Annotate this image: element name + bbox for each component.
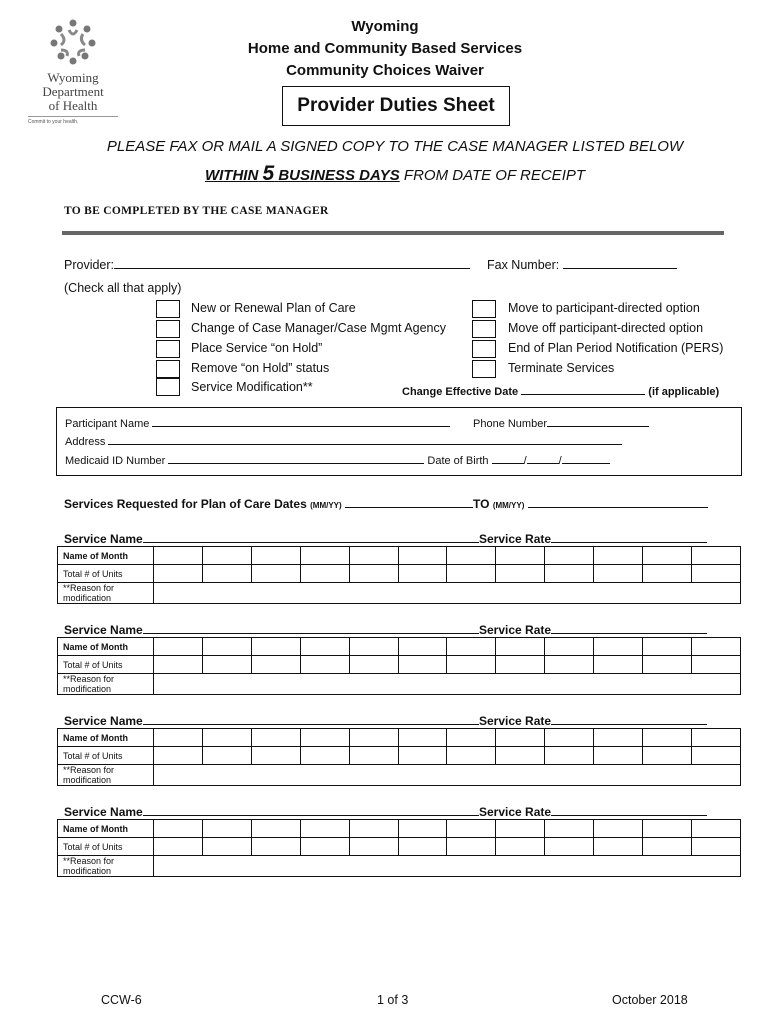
checkbox-move-to-participant-directed[interactable] xyxy=(472,300,496,318)
checkbox-service-modification[interactable] xyxy=(156,378,180,396)
row-label-month: Name of Month xyxy=(58,820,154,838)
month-cell[interactable] xyxy=(691,729,740,747)
units-cell[interactable] xyxy=(594,747,643,765)
option-remove-on-hold: Remove “on Hold” status xyxy=(191,361,330,375)
reason-cell[interactable] xyxy=(154,674,741,695)
month-cell[interactable] xyxy=(545,820,594,838)
service-rate-input-1[interactable] xyxy=(551,530,707,543)
address-input[interactable] xyxy=(108,434,622,445)
units-cell[interactable] xyxy=(202,747,251,765)
month-cell[interactable] xyxy=(643,729,692,747)
month-cell[interactable] xyxy=(398,729,447,747)
units-cell[interactable] xyxy=(300,656,349,674)
units-cell[interactable] xyxy=(496,838,545,856)
month-cell[interactable] xyxy=(202,547,251,565)
phone-row xyxy=(473,416,649,430)
units-cell[interactable] xyxy=(545,747,594,765)
service-table-2 xyxy=(57,637,741,695)
month-cell[interactable] xyxy=(202,820,251,838)
service-rate-input-4[interactable] xyxy=(551,803,707,816)
month-cell[interactable] xyxy=(300,820,349,838)
fax-row xyxy=(487,256,677,272)
form-id: CCW-6 xyxy=(101,993,142,1007)
medicaid-input[interactable] xyxy=(168,453,424,464)
phone-input[interactable] xyxy=(547,416,649,427)
service-name-row-3 xyxy=(64,712,479,728)
checkbox-new-renewal[interactable] xyxy=(156,300,180,318)
units-cell[interactable] xyxy=(643,747,692,765)
units-cell[interactable] xyxy=(691,747,740,765)
address-row xyxy=(65,434,622,448)
units-cell[interactable] xyxy=(496,565,545,583)
units-cell[interactable] xyxy=(251,656,300,674)
units-cell[interactable] xyxy=(545,838,594,856)
units-cell[interactable] xyxy=(496,656,545,674)
month-cell[interactable] xyxy=(496,547,545,565)
month-cell[interactable] xyxy=(154,638,203,656)
checkbox-move-off-participant-directed[interactable] xyxy=(472,320,496,338)
option-change-case-manager: Change of Case Manager/Case Mgmt Agency xyxy=(191,321,446,335)
notice-line-1: PLEASE FAX OR MAIL A SIGNED COPY TO THE CASE MANAGER LISTED BELOW xyxy=(106,138,684,155)
month-cell[interactable] xyxy=(643,547,692,565)
services-from-format: (MM/YY) xyxy=(310,501,342,510)
month-cell[interactable] xyxy=(202,638,251,656)
month-cell[interactable] xyxy=(154,820,203,838)
revision-date: October 2018 xyxy=(612,993,688,1007)
month-cell[interactable] xyxy=(594,638,643,656)
row-label-units: Total # of Units xyxy=(58,656,154,674)
units-cell[interactable] xyxy=(643,656,692,674)
service-name-label: Service Name xyxy=(64,714,143,728)
service-name-input-3[interactable] xyxy=(143,712,479,725)
service-rate-input-3[interactable] xyxy=(551,712,707,725)
plan-start-input[interactable] xyxy=(345,495,473,508)
units-cell[interactable] xyxy=(202,656,251,674)
services-to-format: (MM/YY) xyxy=(492,501,525,510)
service-rate-label: Service Rate xyxy=(479,532,552,546)
notice-within: WITHIN xyxy=(204,167,259,184)
service-rate-row-3 xyxy=(479,712,707,728)
month-cell[interactable] xyxy=(496,638,545,656)
divider xyxy=(62,231,724,235)
services-heading-row xyxy=(64,495,708,511)
change-effective-date-input[interactable] xyxy=(521,382,645,395)
address-label: Address xyxy=(65,436,106,448)
month-cell[interactable] xyxy=(594,729,643,747)
month-cell[interactable] xyxy=(300,638,349,656)
check-all-note: (Check all that apply) xyxy=(64,281,182,295)
units-cell[interactable] xyxy=(349,565,398,583)
units-cell[interactable] xyxy=(154,565,203,583)
option-move-to-participant-directed: Move to participant-directed option xyxy=(508,301,700,315)
case-manager-heading: TO BE COMPLETED BY THE CASE MANAGER xyxy=(64,205,329,217)
logo-line-3: of Health xyxy=(48,98,98,113)
month-cell[interactable] xyxy=(349,820,398,838)
month-cell[interactable] xyxy=(594,820,643,838)
units-cell[interactable] xyxy=(447,565,496,583)
units-cell[interactable] xyxy=(643,838,692,856)
units-cell[interactable] xyxy=(154,656,203,674)
units-cell[interactable] xyxy=(643,565,692,583)
provider-row xyxy=(64,256,470,272)
participant-name-label: Participant Name xyxy=(65,418,150,430)
dob-day-input[interactable] xyxy=(527,453,559,464)
units-cell[interactable] xyxy=(202,565,251,583)
change-effective-label: Change Effective Date xyxy=(402,386,519,398)
month-cell[interactable] xyxy=(202,729,251,747)
reason-cell[interactable] xyxy=(154,765,741,786)
row-label-units: Total # of Units xyxy=(58,565,154,583)
month-cell[interactable] xyxy=(349,547,398,565)
service-name-row-4 xyxy=(64,803,479,819)
checkbox-end-of-plan-period[interactable] xyxy=(472,340,496,358)
checkbox-terminate-services[interactable] xyxy=(472,360,496,378)
checkbox-change-case-manager[interactable] xyxy=(156,320,180,338)
checkbox-remove-on-hold[interactable] xyxy=(156,360,180,378)
service-name-row-1 xyxy=(64,530,479,546)
row-label-month: Name of Month xyxy=(58,547,154,565)
units-cell[interactable] xyxy=(691,656,740,674)
units-cell[interactable] xyxy=(594,838,643,856)
plan-end-input[interactable] xyxy=(528,495,708,508)
service-rate-label: Service Rate xyxy=(479,623,552,637)
service-name-row-2 xyxy=(64,621,479,637)
month-cell[interactable] xyxy=(496,820,545,838)
checkbox-place-on-hold[interactable] xyxy=(156,340,180,358)
units-cell[interactable] xyxy=(545,565,594,583)
service-rate-row-2 xyxy=(479,621,707,637)
month-cell[interactable] xyxy=(643,638,692,656)
option-service-modification: Service Modification** xyxy=(191,380,313,394)
units-cell[interactable] xyxy=(202,838,251,856)
medicaid-label: Medicaid ID Number xyxy=(65,455,166,467)
dob-label: Date of Birth xyxy=(427,455,489,467)
month-cell[interactable] xyxy=(398,638,447,656)
page-title: Provider Duties Sheet xyxy=(282,86,510,126)
month-cell[interactable] xyxy=(300,729,349,747)
month-cell[interactable] xyxy=(447,820,496,838)
fax-input[interactable] xyxy=(563,256,677,269)
medicaid-row: Medicaid ID Number Date of Birth / / xyxy=(65,453,610,467)
participant-name-row xyxy=(65,416,450,430)
row-label-units: Total # of Units xyxy=(58,747,154,765)
services-to-label: TO xyxy=(473,497,490,511)
service-name-label: Service Name xyxy=(64,623,143,637)
change-effective-row xyxy=(402,382,719,398)
service-rate-row-1 xyxy=(479,530,707,546)
month-cell[interactable] xyxy=(691,820,740,838)
month-cell[interactable] xyxy=(447,729,496,747)
units-cell[interactable] xyxy=(300,747,349,765)
month-cell[interactable] xyxy=(398,547,447,565)
reason-cell[interactable] xyxy=(154,583,741,604)
logo-tagline: Commit to your health. xyxy=(28,116,118,125)
option-new-renewal: New or Renewal Plan of Care xyxy=(191,301,356,315)
month-cell[interactable] xyxy=(594,547,643,565)
service-table-3 xyxy=(57,728,741,786)
phone-label: Phone Number xyxy=(473,418,547,430)
month-cell[interactable] xyxy=(251,547,300,565)
month-cell[interactable] xyxy=(545,547,594,565)
month-cell[interactable] xyxy=(691,547,740,565)
fax-label: Fax Number: xyxy=(487,258,560,272)
row-label-month: Name of Month xyxy=(58,729,154,747)
units-cell[interactable] xyxy=(594,656,643,674)
month-cell[interactable] xyxy=(300,547,349,565)
provider-input[interactable] xyxy=(114,256,470,269)
services-heading: Services Requested for Plan of Care Dates xyxy=(64,497,307,511)
units-cell[interactable] xyxy=(496,747,545,765)
service-table-1 xyxy=(57,546,741,604)
units-cell[interactable] xyxy=(545,656,594,674)
month-cell[interactable] xyxy=(251,638,300,656)
change-effective-suffix: (if applicable) xyxy=(648,386,720,398)
units-cell[interactable] xyxy=(447,656,496,674)
month-cell[interactable] xyxy=(349,638,398,656)
notice-number: 5 xyxy=(262,162,275,185)
option-move-off-participant-directed: Move off participant-directed option xyxy=(508,321,704,335)
row-label-reason: **Reason for modification xyxy=(58,765,154,786)
month-cell[interactable] xyxy=(545,729,594,747)
units-cell[interactable] xyxy=(300,565,349,583)
units-cell[interactable] xyxy=(691,565,740,583)
service-rate-input-2[interactable] xyxy=(551,621,707,634)
logo-line-1: Wyoming xyxy=(47,70,99,85)
units-cell[interactable] xyxy=(154,838,203,856)
month-cell[interactable] xyxy=(447,638,496,656)
service-name-input-4[interactable] xyxy=(143,803,479,816)
month-cell[interactable] xyxy=(154,547,203,565)
row-label-units: Total # of Units xyxy=(58,838,154,856)
units-cell[interactable] xyxy=(349,747,398,765)
units-cell[interactable] xyxy=(251,565,300,583)
option-end-of-plan-period: End of Plan Period Notification (PERS) xyxy=(508,341,724,355)
month-cell[interactable] xyxy=(349,729,398,747)
units-cell[interactable] xyxy=(251,838,300,856)
header-program: Home and Community Based Services xyxy=(247,40,523,57)
option-terminate-services: Terminate Services xyxy=(508,361,615,375)
units-cell[interactable] xyxy=(398,565,447,583)
month-cell[interactable] xyxy=(496,729,545,747)
units-cell[interactable] xyxy=(251,747,300,765)
header-waiver: Community Choices Waiver xyxy=(286,62,484,79)
row-label-reason: **Reason for modification xyxy=(58,856,154,877)
units-cell[interactable] xyxy=(349,838,398,856)
service-name-label: Service Name xyxy=(64,805,143,819)
service-name-input-2[interactable] xyxy=(143,621,479,634)
logo-line-2: Department xyxy=(42,84,104,99)
row-label-month: Name of Month xyxy=(58,638,154,656)
month-cell[interactable] xyxy=(643,820,692,838)
option-place-on-hold: Place Service “on Hold” xyxy=(191,341,323,355)
units-cell[interactable] xyxy=(349,656,398,674)
service-name-label: Service Name xyxy=(64,532,143,546)
month-cell[interactable] xyxy=(154,729,203,747)
provider-label: Provider: xyxy=(64,258,115,272)
row-label-reason: **Reason for modification xyxy=(58,583,154,604)
month-cell[interactable] xyxy=(251,820,300,838)
dob-month-input[interactable] xyxy=(492,453,524,464)
service-name-input-1[interactable] xyxy=(143,530,479,543)
units-cell[interactable] xyxy=(300,838,349,856)
participant-name-input[interactable] xyxy=(152,416,450,427)
month-cell[interactable] xyxy=(691,638,740,656)
row-label-reason: **Reason for modification xyxy=(58,674,154,695)
notice-rest: FROM DATE OF RECEIPT xyxy=(403,167,586,184)
service-rate-label: Service Rate xyxy=(479,714,552,728)
units-cell[interactable] xyxy=(447,838,496,856)
service-rate-row-4 xyxy=(479,803,707,819)
units-cell[interactable] xyxy=(398,838,447,856)
units-cell[interactable] xyxy=(691,838,740,856)
month-cell[interactable] xyxy=(447,547,496,565)
notice-line-2 xyxy=(0,162,770,186)
page-number: 1 of 3 xyxy=(377,993,409,1007)
month-cell[interactable] xyxy=(545,638,594,656)
month-cell[interactable] xyxy=(251,729,300,747)
dob-year-input[interactable] xyxy=(562,453,610,464)
service-rate-label: Service Rate xyxy=(479,805,552,819)
month-cell[interactable] xyxy=(398,820,447,838)
units-cell[interactable] xyxy=(154,747,203,765)
service-table-4 xyxy=(57,819,741,877)
units-cell[interactable] xyxy=(398,656,447,674)
header-state: Wyoming xyxy=(351,18,419,35)
units-cell[interactable] xyxy=(594,565,643,583)
units-cell[interactable] xyxy=(398,747,447,765)
reason-cell[interactable] xyxy=(154,856,741,877)
notice-business-days: BUSINESS DAYS xyxy=(278,167,400,184)
units-cell[interactable] xyxy=(447,747,496,765)
